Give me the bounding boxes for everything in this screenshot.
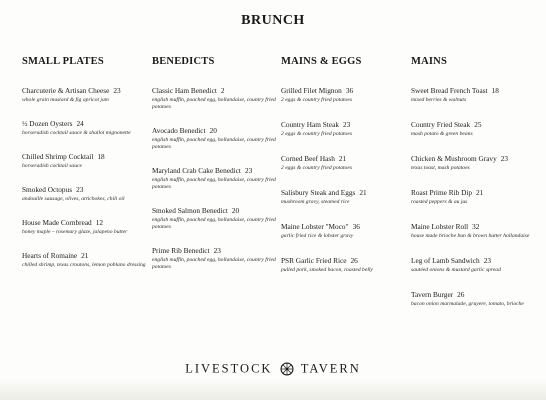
page-title: BRUNCH — [241, 13, 305, 28]
section-heading: MAINS — [411, 56, 448, 67]
menu-item-price: 18 — [491, 86, 499, 95]
menu-item-title-row — [281, 256, 407, 265]
menu-item-title-row — [411, 188, 539, 197]
menu-item — [281, 120, 407, 138]
menu-item — [411, 188, 539, 206]
menu-item-name: Country Fried Steak — [411, 120, 471, 129]
menu-item-price: 20 — [209, 126, 217, 135]
menu-item — [22, 152, 150, 170]
menu-item — [411, 154, 539, 172]
menu-item-name: Classic Ham Benedict — [152, 86, 217, 95]
menu-item — [22, 185, 150, 203]
menu-item-name: Prime Rib Benedict — [152, 246, 210, 255]
section-heading: SMALL PLATES — [22, 56, 104, 67]
menu-item-name: Leg of Lamb Sandwich — [411, 256, 480, 265]
column-mains — [411, 56, 539, 324]
menu-item-title-row — [22, 185, 150, 194]
menu-item — [22, 86, 150, 104]
menu-item-name: Corned Beef Hash — [281, 154, 335, 163]
menu-item-title-row — [22, 152, 150, 161]
menu-item-description: sautéed onions & mustard garlic spread — [411, 267, 501, 273]
menu-item-title-row — [152, 166, 278, 175]
menu-item-description: bacon onion marmalade, gruyere, tomato, brioche — [411, 301, 524, 307]
menu-item-title-row — [411, 154, 539, 163]
menu-item-price: 26 — [350, 256, 358, 265]
menu-item-description: english muffin, poached egg, hollandaise, country fried potatoes — [152, 97, 276, 110]
menu-item-price: 23 — [500, 154, 509, 163]
menu-item-description: horseradish cocktail sauce — [22, 163, 82, 169]
menu-item-title-row — [411, 120, 539, 129]
menu-item-name: Chilled Shrimp Cocktail — [22, 152, 94, 161]
restaurant-logo — [0, 361, 546, 377]
section-heading: BENEDICTS — [152, 56, 215, 67]
menu-item-price: 2 — [220, 86, 225, 95]
menu-item-description: 2 eggs & country fried potatoes — [281, 165, 353, 171]
menu-item-description: mixed berries & walnuts — [411, 97, 467, 103]
menu-item-description: english muffin, poached egg, hollandaise, country fried potatoes — [152, 257, 276, 270]
menu-item-price: 23 — [113, 86, 121, 95]
menu-item-price: 21 — [476, 188, 484, 197]
menu-item — [281, 188, 407, 206]
menu-item-title-row — [22, 86, 150, 95]
menu-item-description: english muffin, poached egg, hollandaise, country fried potatoes — [152, 217, 276, 230]
menu-item — [411, 120, 539, 138]
menu-item — [281, 222, 407, 240]
section-heading: MAINS & EGGS — [281, 56, 362, 67]
menu-item-price: 32 — [472, 222, 480, 231]
menu-item-title-row — [152, 126, 278, 135]
column-benedicts — [152, 56, 278, 286]
menu-item-name: House Made Cornbread — [22, 218, 92, 227]
menu-item-title-row — [152, 246, 278, 255]
menu-item-description: texas toast, mash potatoes — [411, 165, 470, 171]
menu-item-description: house made brioche bun & brown butter hollandaise — [411, 233, 530, 239]
menu-item-price: 12 — [95, 218, 104, 227]
menu-item — [22, 119, 150, 137]
menu-item-name: Smoked Salmon Benedict — [152, 206, 228, 215]
menu-item-price: 20 — [231, 206, 240, 215]
menu-item-name: Country Ham Steak — [281, 120, 339, 129]
menu-item-price: 21 — [338, 154, 347, 163]
menu-item-name: Maryland Crab Cake Benedict — [152, 166, 241, 175]
menu-item — [152, 86, 278, 111]
menu-item-price: 25 — [474, 120, 482, 129]
menu-item-name: Sweet Bread French Toast — [411, 86, 488, 95]
menu-item-title-row — [281, 120, 407, 129]
menu-item-description: english muffin, poached egg, hollandaise, country fried potatoes — [152, 177, 276, 190]
menu-item — [411, 256, 539, 274]
menu-item-description: chilled shrimp, texas croutons, lemon poblano dressing — [22, 262, 146, 268]
menu-item — [281, 256, 407, 274]
menu-item-description: garlic fried rice & lobster gravy — [281, 233, 354, 239]
menu-item-name: Avocado Benedict — [152, 126, 206, 135]
menu-item-title-row — [281, 86, 407, 95]
menu-item-price: 24 — [76, 119, 84, 128]
menu-item-name: Smoked Octopus — [22, 185, 73, 194]
menu-item-title-row — [411, 222, 539, 231]
menu-item-name: Maine Lobster "Moco" — [281, 222, 349, 231]
menu-item-price: 23 — [342, 120, 351, 129]
menu-item — [152, 206, 278, 231]
menu-item-description: roasted peppers & au jus — [411, 199, 468, 205]
menu-item-price: 21 — [81, 251, 89, 260]
menu-item — [22, 251, 150, 269]
menu-item-title-row — [152, 206, 278, 215]
menu-item-name: Tavern Burger — [411, 290, 454, 299]
menu-item-name: Hearts of Romaine — [22, 251, 78, 260]
menu-item-name: Chicken & Mushroom Gravy — [411, 154, 497, 163]
menu-item — [152, 166, 278, 191]
column-mains-eggs — [281, 56, 407, 290]
menu-item-title-row — [411, 86, 539, 95]
menu-item-title-row — [22, 119, 150, 128]
menu-item-description: 2 eggs & country fried potatoes — [281, 97, 353, 103]
menu-item-price: 23 — [213, 246, 221, 255]
menu-item-description: mushroom gravy, steamed rice — [281, 199, 350, 205]
menu-item-name: Salisbury Steak and Eggs — [281, 188, 356, 197]
logo-text-left: LIVESTOCK — [185, 361, 273, 376]
menu-item-description: andouille sausage, olives, artichokes, chili oil — [22, 196, 125, 202]
menu-item-description: pulled pork, smoked bacon, roasted belly — [281, 267, 373, 273]
menu-item-description: honey maple – rosemary glaze, jalapeno butter — [22, 229, 128, 235]
menu-item — [411, 222, 539, 240]
menu-item — [22, 218, 150, 236]
menu-item — [411, 290, 539, 308]
menu-item-description: english muffin, poached egg, hollandaise, country fried potatoes — [152, 137, 276, 150]
menu-item — [411, 86, 539, 104]
menu-item-name: PSR Garlic Fried Rice — [281, 256, 347, 265]
menu-item-name: Charcuterie & Artisan Cheese — [22, 86, 110, 95]
menu-item-description: 2 eggs & country fried potatoes — [281, 131, 353, 137]
menu-item-name: ½ Dozen Oysters — [22, 119, 73, 128]
menu-item-name: Grilled Filet Mignon — [281, 86, 342, 95]
logo-text-right: TAVERN — [300, 361, 361, 376]
page-fold-shadow — [0, 378, 546, 400]
menu-item — [152, 246, 278, 271]
column-small-plates — [22, 56, 150, 284]
menu-item-title-row — [281, 188, 407, 197]
menu-item-title-row — [281, 222, 407, 231]
menu-item-name: Roast Prime Rib Dip — [411, 188, 473, 197]
menu-item — [281, 86, 407, 104]
wagon-wheel-icon — [280, 362, 294, 376]
menu-item-description: mash potato & green beans — [411, 131, 473, 137]
menu-item-title-row — [22, 218, 150, 227]
menu-item-description: horseradish cocktail sauce & shallot mignonette — [22, 130, 131, 136]
menu-item-title-row — [281, 154, 407, 163]
menu-item-title-row — [411, 290, 539, 299]
menu-item-price: 18 — [97, 152, 105, 161]
menu-item-name: Maine Lobster Roll — [411, 222, 469, 231]
menu-item — [281, 154, 407, 172]
menu-item — [152, 126, 278, 151]
menu-item-price: 21 — [359, 188, 367, 197]
menu-item-title-row — [411, 256, 539, 265]
menu-item-title-row — [152, 86, 278, 95]
menu-item-price: 36 — [352, 222, 360, 231]
menu-item-title-row — [22, 251, 150, 260]
menu-item-price: 26 — [457, 290, 465, 299]
menu-item-price: 23 — [76, 185, 84, 194]
menu-item-price: 23 — [483, 256, 491, 265]
menu-item-price: 36 — [345, 86, 354, 95]
menu-item-description: whole grain mustard & fig apricot jam — [22, 97, 109, 103]
menu-item-price: 23 — [244, 166, 253, 175]
